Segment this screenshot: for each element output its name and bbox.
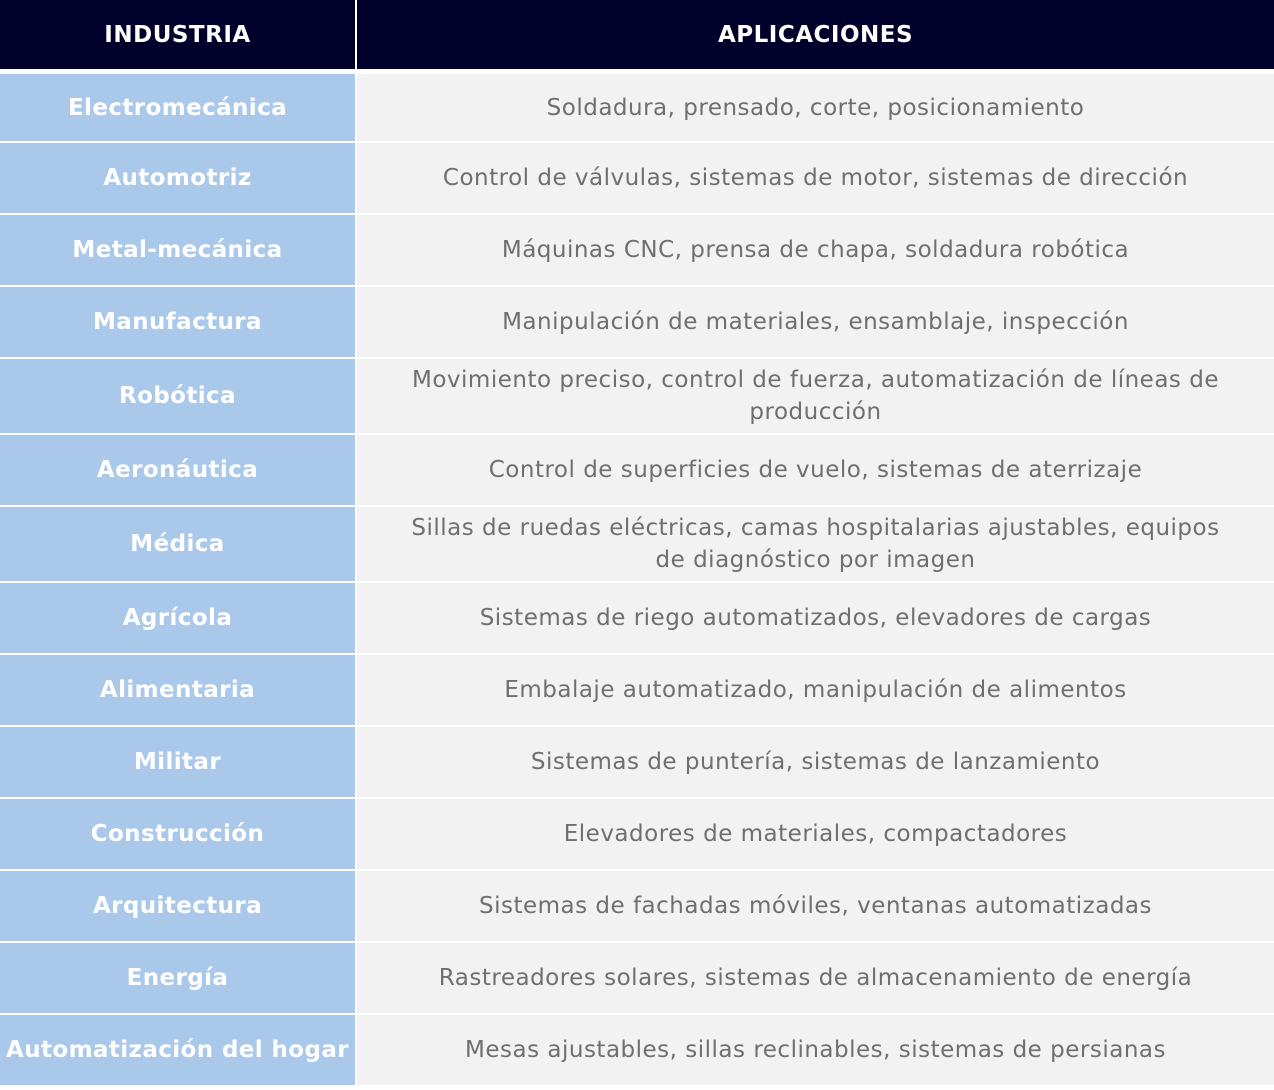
industry-cell: Automatización del hogar [0, 1013, 357, 1085]
applications-cell: Control de válvulas, sistemas de motor, sistemas de dirección [357, 141, 1274, 213]
industry-cell: Electromecánica [0, 69, 357, 141]
applications-cell: Sistemas de fachadas móviles, ventanas automatizadas [357, 869, 1274, 941]
industry-cell: Construcción [0, 797, 357, 869]
applications-cell: Sistemas de puntería, sistemas de lanzamiento [357, 725, 1274, 797]
applications-cell: Mesas ajustables, sillas reclinables, sistemas de persianas [357, 1013, 1274, 1085]
applications-cell: Máquinas CNC, prensa de chapa, soldadura robótica [357, 213, 1274, 285]
industry-cell: Aeronáutica [0, 433, 357, 505]
industry-cell: Metal-mecánica [0, 213, 357, 285]
applications-cell: Control de superficies de vuelo, sistemas de aterrizaje [357, 433, 1274, 505]
applications-cell: Elevadores de materiales, compactadores [357, 797, 1274, 869]
industry-cell: Agrícola [0, 581, 357, 653]
header-applications: APLICACIONES [357, 0, 1274, 69]
applications-cell: Sillas de ruedas eléctricas, camas hospitalarias ajustables, equipos de diagnóstico por imagen [357, 505, 1274, 581]
industry-cell: Militar [0, 725, 357, 797]
applications-cell: Manipulación de materiales, ensamblaje, inspección [357, 285, 1274, 357]
industry-cell: Médica [0, 505, 357, 581]
industry-cell: Arquitectura [0, 869, 357, 941]
applications-cell: Rastreadores solares, sistemas de almacenamiento de energía [357, 941, 1274, 1013]
applications-cell: Movimiento preciso, control de fuerza, automatización de líneas de producción [357, 357, 1274, 433]
applications-cell: Sistemas de riego automatizados, elevadores de cargas [357, 581, 1274, 653]
header-industry: INDUSTRIA [0, 0, 357, 69]
applications-cell: Soldadura, prensado, corte, posicionamiento [357, 69, 1274, 141]
industry-cell: Alimentaria [0, 653, 357, 725]
industry-cell: Robótica [0, 357, 357, 433]
applications-cell: Embalaje automatizado, manipulación de alimentos [357, 653, 1274, 725]
industry-cell: Automotriz [0, 141, 357, 213]
industry-cell: Manufactura [0, 285, 357, 357]
industry-cell: Energía [0, 941, 357, 1013]
